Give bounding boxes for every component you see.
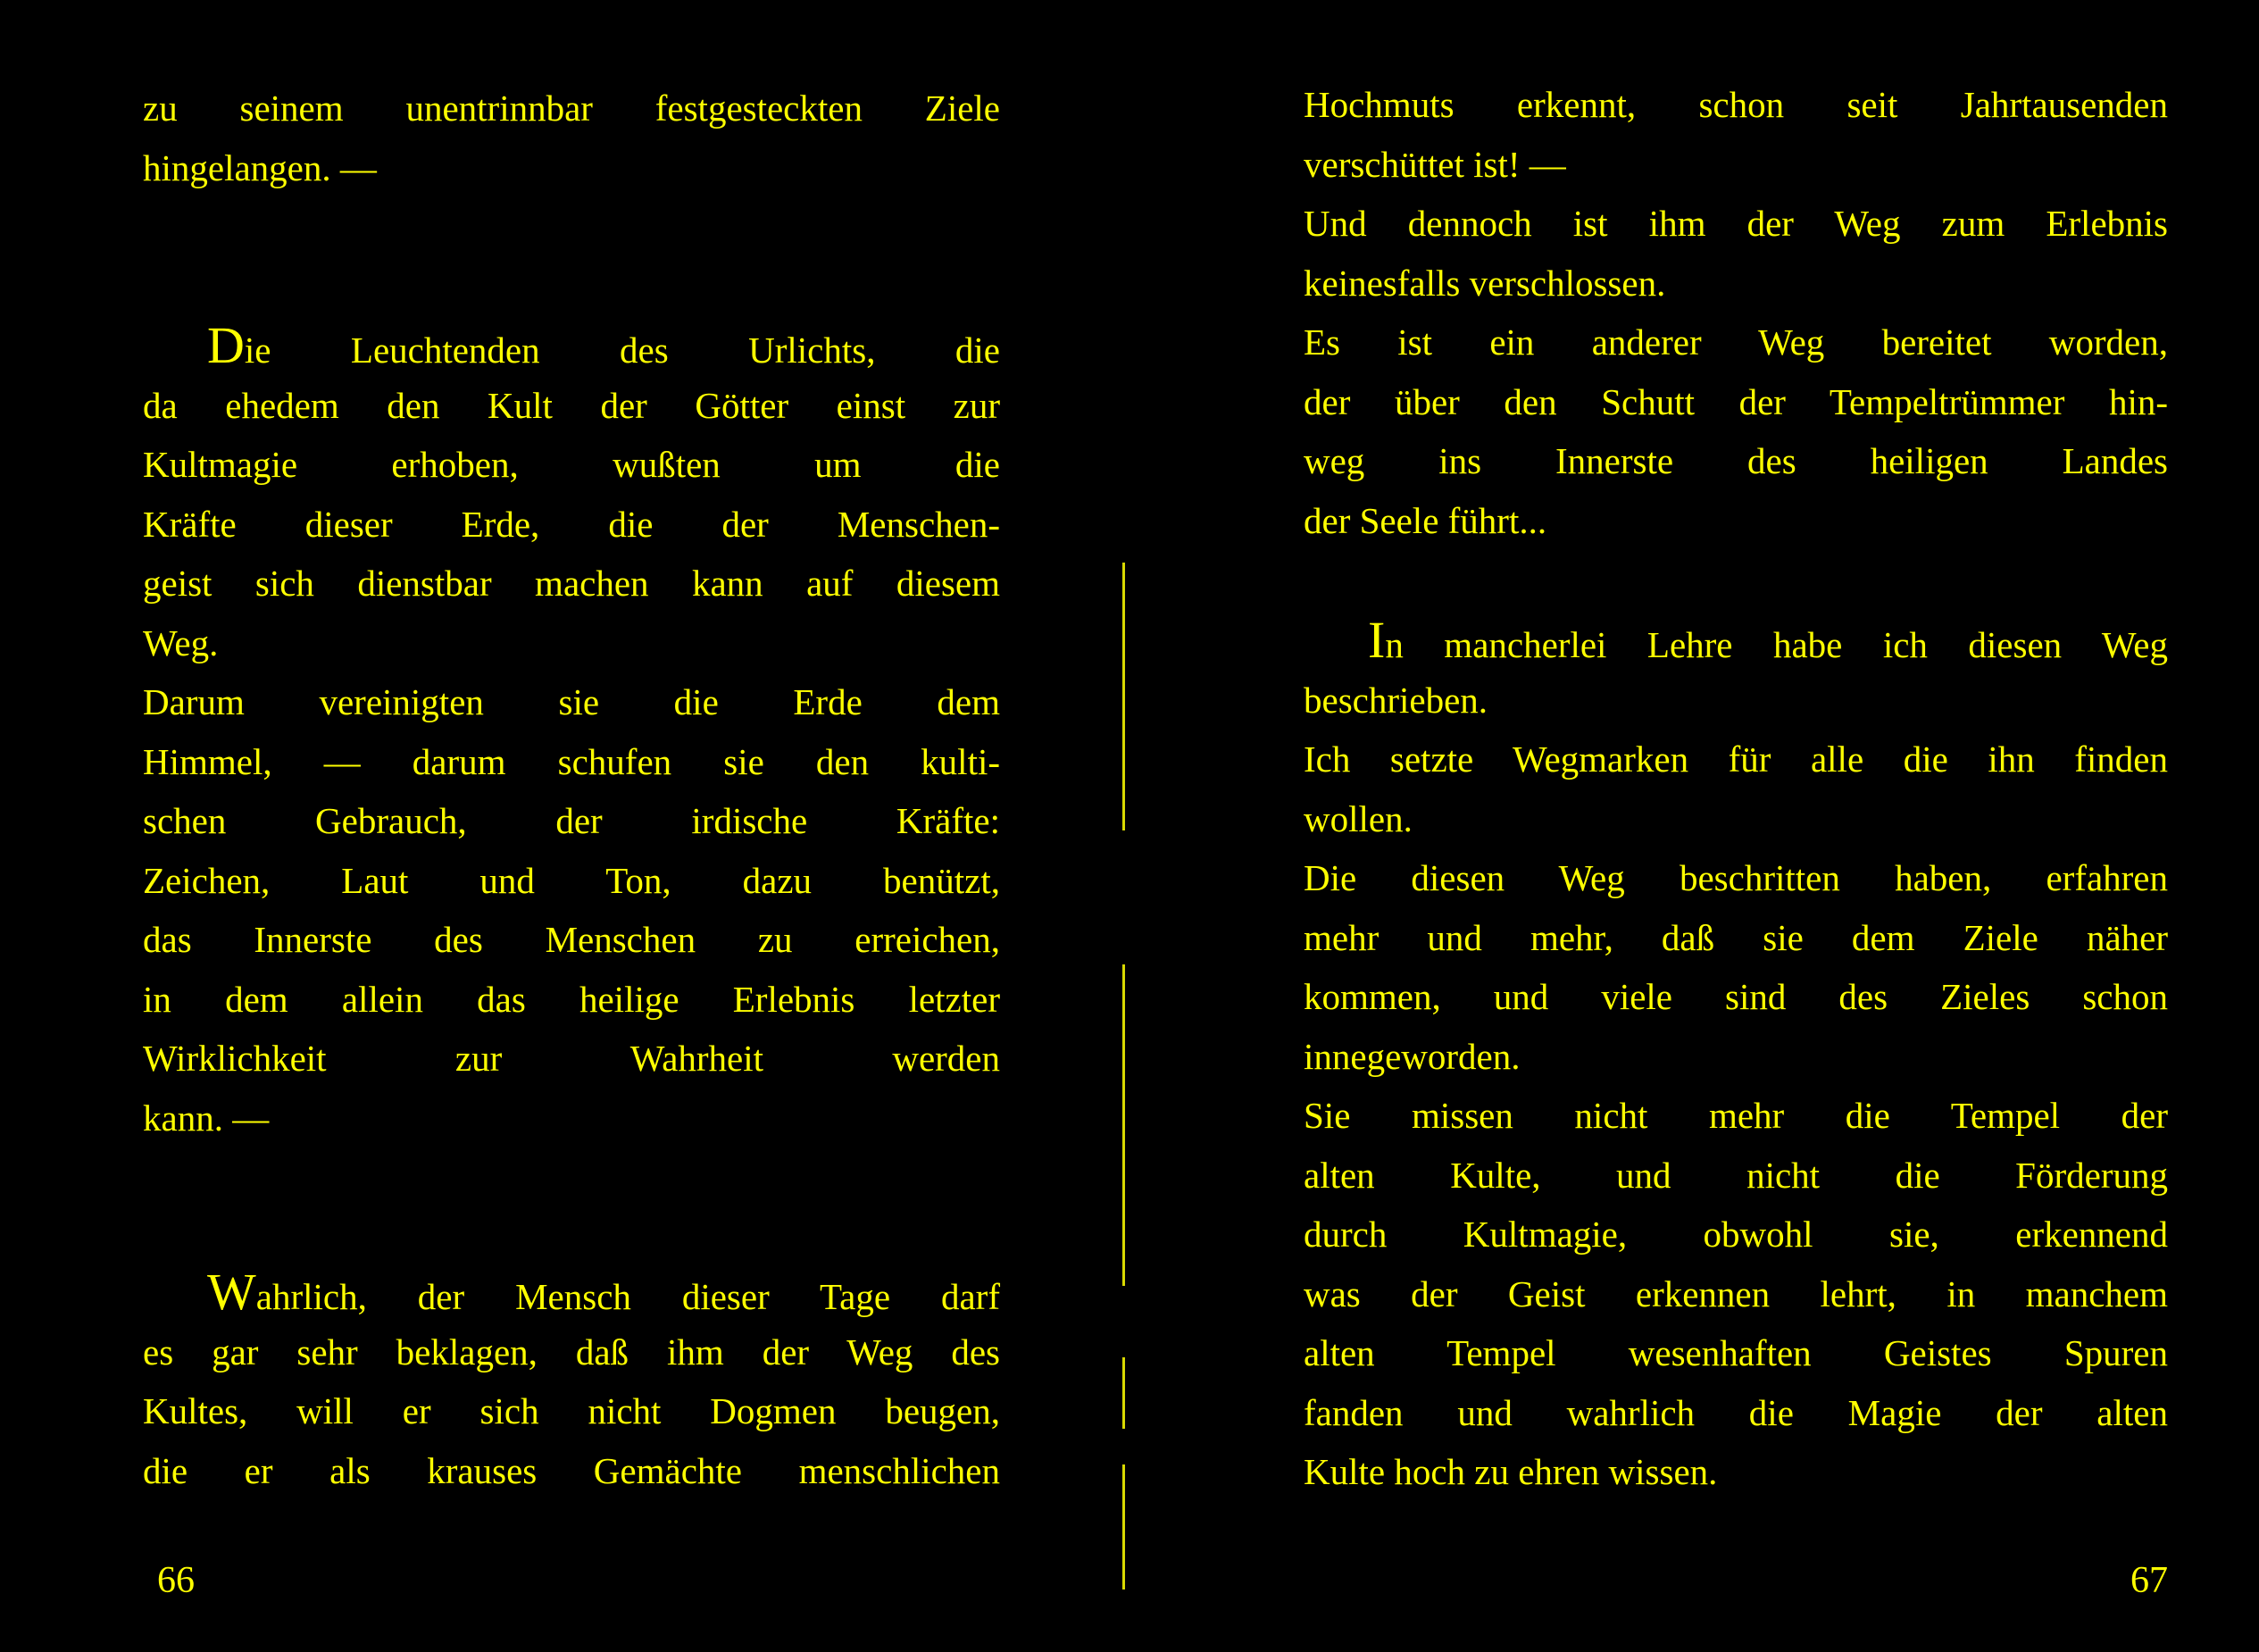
text-line: wollen. [1304, 797, 1413, 839]
text-line: hingelangen. — [143, 146, 377, 188]
left-top-paragraph [143, 79, 1000, 197]
text-line: Kultes, will er sich nicht Dogmen beugen, [143, 1390, 1000, 1431]
text-line [1304, 611, 2168, 671]
text-line: geist sich dienstbar machen kann auf diesem [143, 563, 1000, 604]
text-line: alten Kulte, und nicht die Förderung [1304, 1154, 2168, 1196]
text-line: der über den Schutt der Tempeltrümmer hin- [1304, 380, 2168, 422]
text-line: verschüttet ist! — [1304, 143, 1566, 185]
text-fragment: ahrlich, der Mensch dieser Tage darf [255, 1276, 1000, 1317]
text-line: zu seinem unentrinnbar festgesteckten Ziele [143, 88, 1000, 129]
left-page [143, 0, 1000, 1652]
text-line: Weg. [143, 622, 219, 663]
text-line: Und dennoch ist ihm der Weg zum Erlebnis [1304, 203, 2168, 244]
text-line: Darum vereinigten sie die Erde dem [143, 681, 1000, 722]
text-line: Himmel, — darum schufen sie den kulti- [143, 740, 1000, 782]
text-line: in dem allein das heilige Erlebnis letzter [143, 978, 1000, 1020]
drop-cap: I [1368, 611, 1386, 669]
left-paragraph-2 [143, 1263, 1000, 1500]
text-line: Kultmagie erhoben, wußten um die [143, 444, 1000, 485]
right-page [1304, 0, 2168, 1652]
text-fragment: ie Leuchtenden des Urlichts, die [244, 330, 1000, 371]
text-line: das Innerste des Menschen zu erreichen, [143, 919, 1000, 960]
text-line: die er als krauses Gemächte menschlichen [143, 1449, 1000, 1491]
drop-cap: W [207, 1263, 256, 1321]
text-line: beschrieben. [1304, 679, 1488, 721]
text-line: alten Tempel wesenhaften Geistes Spuren [1304, 1332, 2168, 1373]
text-line: kann. — [143, 1097, 270, 1139]
book-gutter [1118, 554, 1130, 1598]
text-line: Ich setzte Wegmarken für alle die ihn finden [1304, 738, 2168, 780]
text-line: Kräfte dieser Erde, die der Menschen- [143, 503, 1000, 545]
text-line: kommen, und viele sind des Zieles schon [1304, 976, 2168, 1017]
right-top-paragraph [1304, 75, 2168, 550]
text-line: Kulte hoch zu ehren wissen. [1304, 1451, 1718, 1492]
text-line: der Seele führt... [1304, 499, 1547, 541]
text-fragment: n mancherlei Lehre habe ich diesen Weg [1385, 624, 2168, 665]
text-line: da ehedem den Kult der Götter einst zur [143, 384, 1000, 426]
right-paragraph-1 [1304, 611, 2168, 1502]
text-line: innegeworden. [1304, 1035, 1521, 1077]
text-line [143, 1263, 1000, 1322]
page-number: 67 [2130, 1560, 2168, 1601]
text-line: Wirklichkeit zur Wahrheit werden [143, 1038, 1000, 1079]
text-line: es gar sehr beklagen, daß ihm der Weg des [143, 1331, 1000, 1372]
text-line: schen Gebrauch, der irdische Kräfte: [143, 800, 1000, 841]
text-line: was der Geist erkennen lehrt, in manchem [1304, 1272, 2168, 1314]
text-line: Sie missen nicht mehr die Tempel der [1304, 1095, 2168, 1136]
page-number: 66 [157, 1560, 195, 1601]
text-line: Es ist ein anderer Weg bereitet worden, [1304, 321, 2168, 363]
text-line: Hochmuts erkennt, schon seit Jahrtausenden [1304, 84, 2168, 125]
text-line: durch Kultmagie, obwohl sie, erkennend [1304, 1214, 2168, 1255]
text-line: weg ins Innerste des heiligen Landes [1304, 440, 2168, 481]
text-line: mehr und mehr, daß sie dem Ziele näher [1304, 916, 2168, 958]
text-line: fanden und wahrlich die Magie der alten [1304, 1391, 2168, 1433]
text-line: Die diesen Weg beschritten haben, erfahren [1304, 857, 2168, 898]
text-line: Zeichen, Laut und Ton, dazu benützt, [143, 859, 1000, 901]
text-line: keinesfalls verschlossen. [1304, 262, 1666, 304]
drop-cap: D [207, 316, 245, 374]
left-paragraph-1 [143, 316, 1000, 1147]
text-line [143, 316, 1000, 376]
